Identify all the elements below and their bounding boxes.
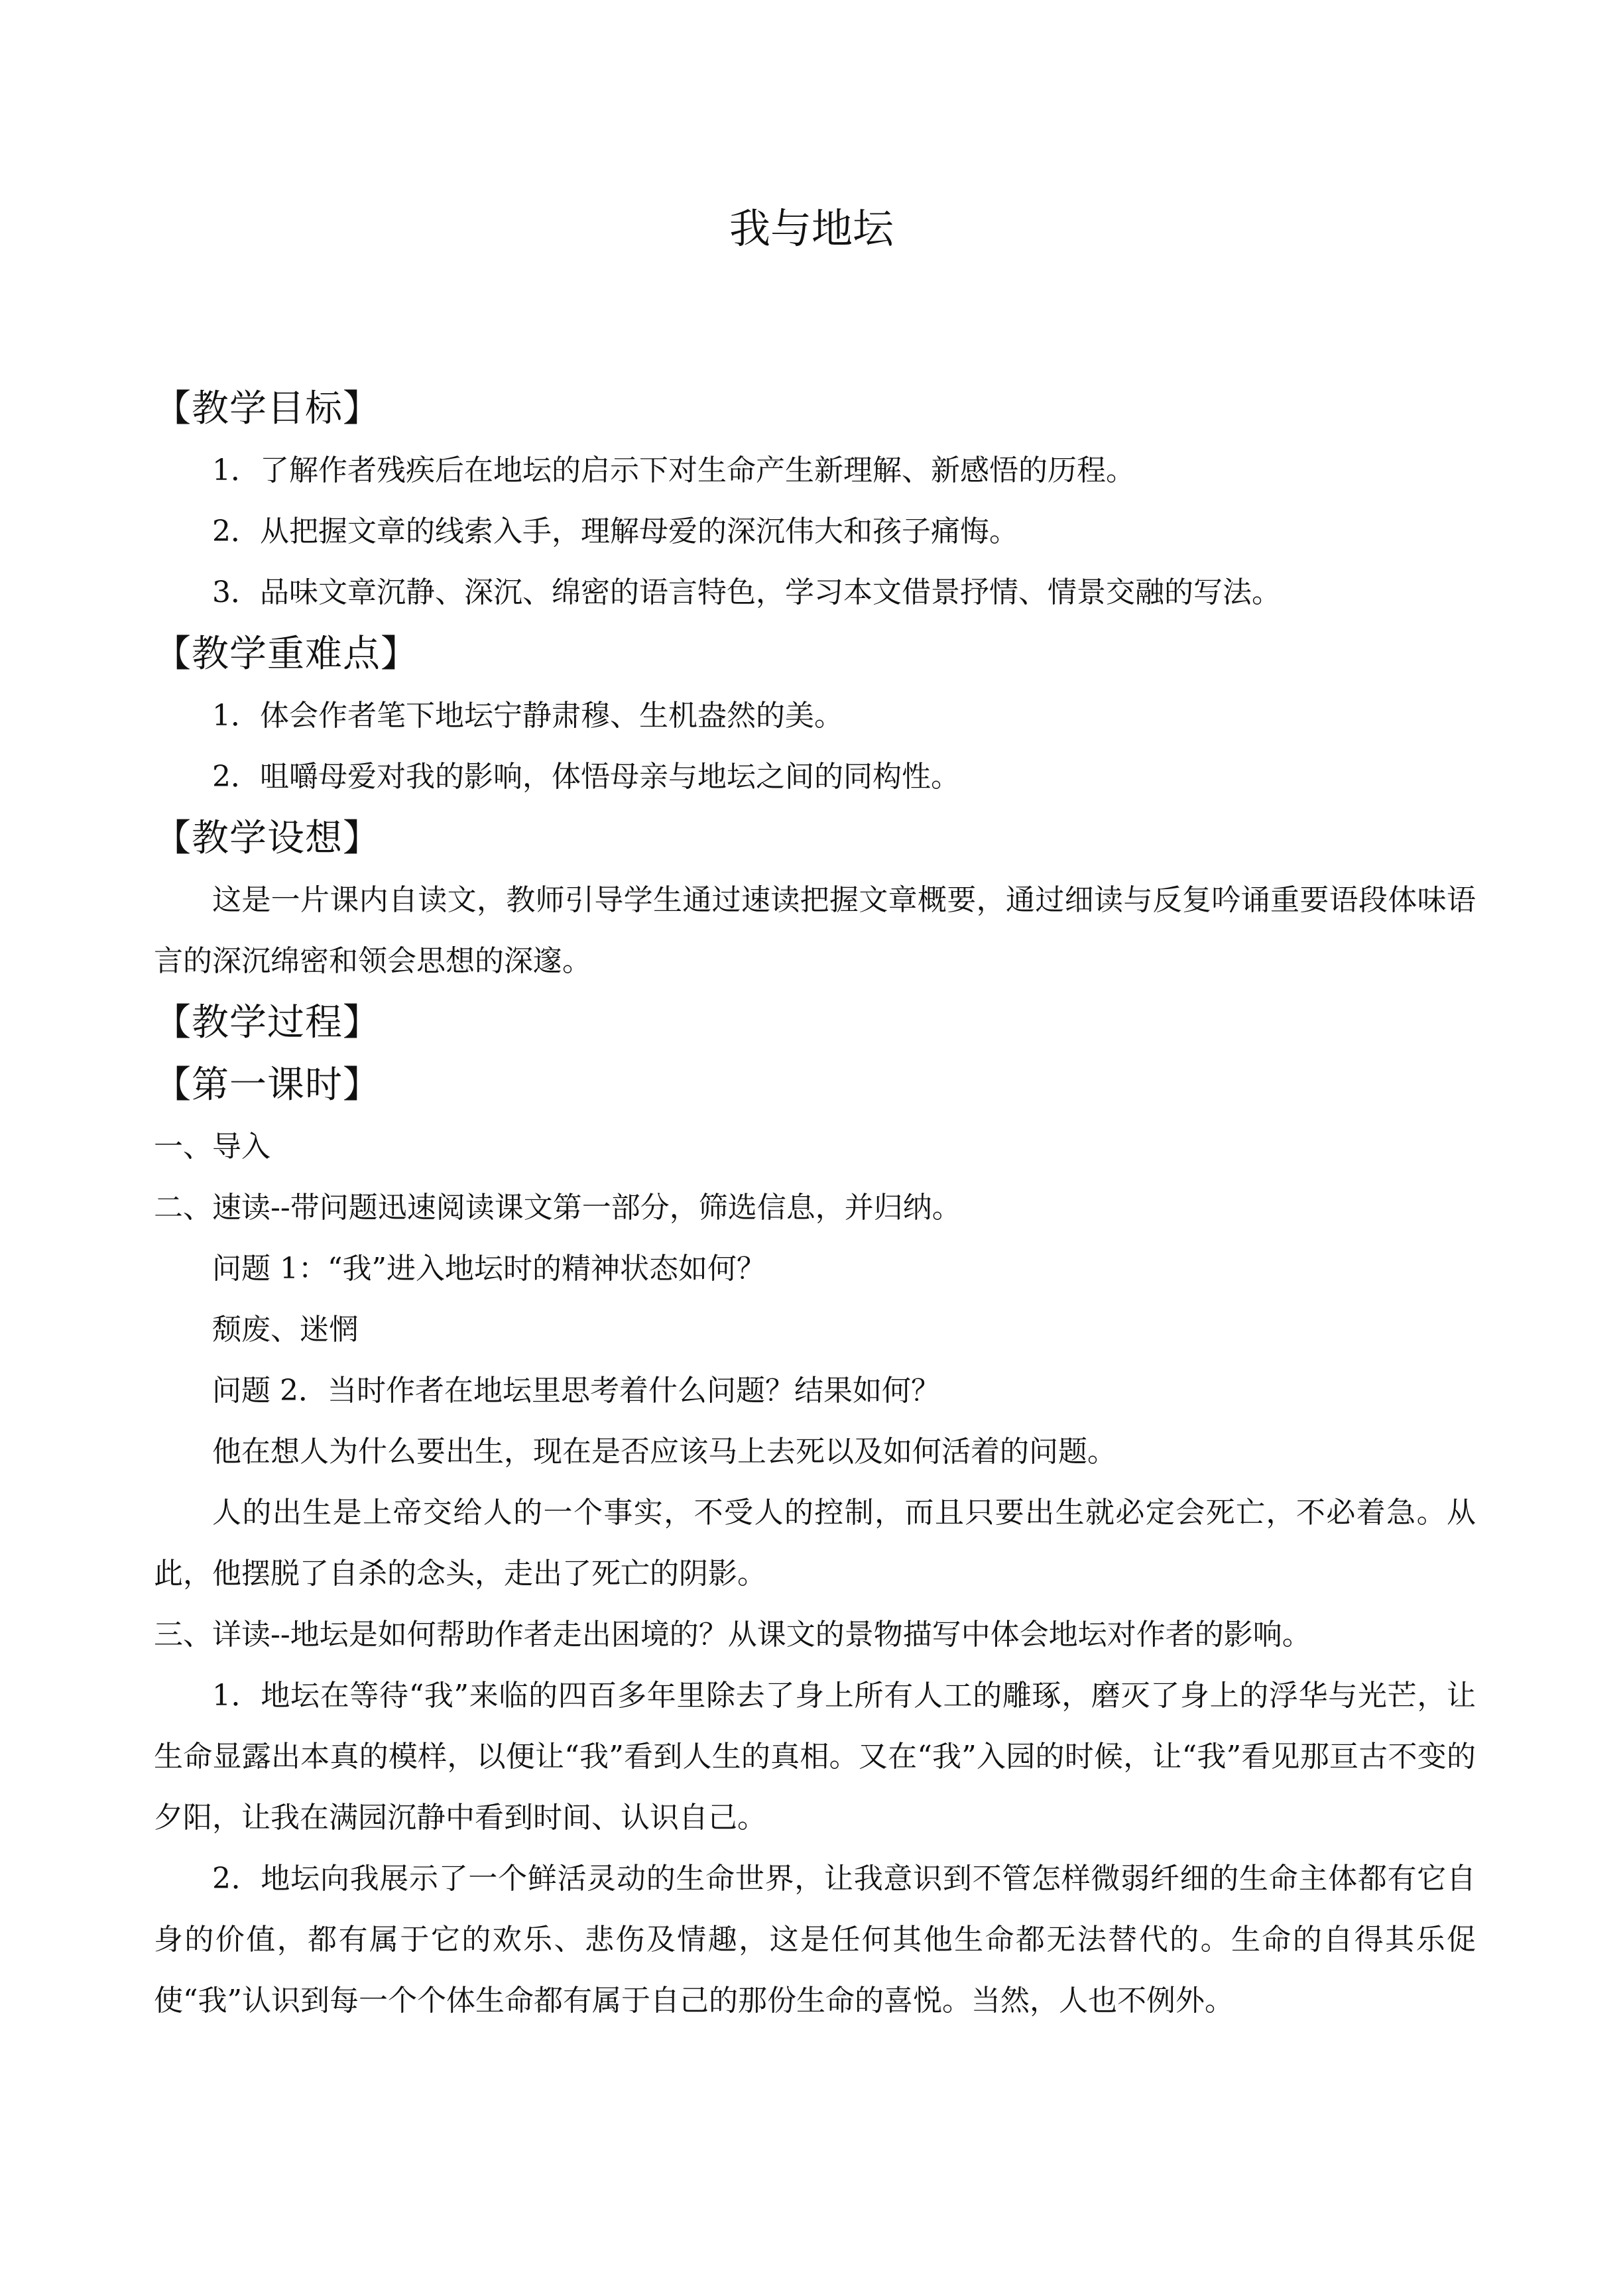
step-speed-reading: 二、速读--带问题迅速阅读课文第一部分，筛选信息，并归纳。 <box>154 1191 961 1225</box>
section-heading-process: 【教学过程】 <box>154 1001 381 1044</box>
goal-item: 3．品味文章沉静、深沉、绵密的语言特色，学习本文借景抒情、情景交融的写法。 <box>212 575 1281 609</box>
question-1: 问题 1：“我”进入地坛时的精神状态如何？ <box>212 1252 766 1286</box>
key-point-item: 1．体会作者笔下地坛宁静肃穆、生机盎然的美。 <box>212 699 843 733</box>
document-body <box>154 378 1476 2031</box>
section-heading-goals: 【教学目标】 <box>154 387 381 430</box>
answer-1: 颓废、迷惘 <box>212 1313 358 1347</box>
section-heading-key-points: 【教学重难点】 <box>154 633 418 676</box>
page-title: 我与地坛 <box>729 204 894 253</box>
answer-2-paragraph: 人的出生是上帝交给人的一个事实，不受人的控制，而且只要出生就必定会死亡，不必着急。从此，他摆脱了自杀的念头，走出了死亡的阴影。 <box>154 1496 1476 1591</box>
question-2: 问题 2．当时作者在地坛里思考着什么问题？结果如何？ <box>212 1374 940 1408</box>
step-detailed-reading: 三、详读--地坛是如何帮助作者走出困境的？从课文的景物描写中体会地坛对作者的影响。 <box>154 1618 1311 1652</box>
goal-item: 2．从把握文章的线索入手，理解母爱的深沉伟大和孩子痛悔。 <box>212 514 1018 548</box>
design-paragraph: 这是一片课内自读文，教师引导学生通过速读把握文章概要，通过细读与反复吟诵重要语段体味语言的深沉绵密和领会思想的深邃。 <box>154 883 1476 978</box>
answer-2-line: 他在想人为什么要出生，现在是否应该马上去死以及如何活着的问题。 <box>212 1435 1116 1469</box>
detail-paragraph-2: 2．地坛向我展示了一个鲜活灵动的生命世界，让我意识到不管怎样微弱纤细的生命主体都有它自身的价值，都有属于它的欢乐、悲伤及情趣，这是任何其他生命都无法替代的。生命的自得其乐促使“我”认识到每一个个体生命都有属于自己的那份生命的喜悦。当然，人也不例外。 <box>154 1862 1476 2018</box>
section-heading-first-lesson: 【第一课时】 <box>154 1063 381 1107</box>
goal-item: 1．了解作者残疾后在地坛的启示下对生命产生新理解、新感悟的历程。 <box>212 453 1135 487</box>
key-point-item: 2．咀嚼母爱对我的影响，体悟母亲与地坛之间的同构性。 <box>212 760 960 794</box>
step-intro: 一、导入 <box>154 1130 270 1164</box>
section-heading-design: 【教学设想】 <box>154 817 381 860</box>
detail-paragraph-1: 1．地坛在等待“我”来临的四百多年里除去了身上所有人工的雕琢，磨灭了身上的浮华与光芒，让生命显露出本真的模样，以便让“我”看到人生的真相。又在“我”入园的时候，让“我”看见那亘古不变的夕阳，让我在满园沉静中看到时间、认识自己。 <box>154 1679 1476 1835</box>
